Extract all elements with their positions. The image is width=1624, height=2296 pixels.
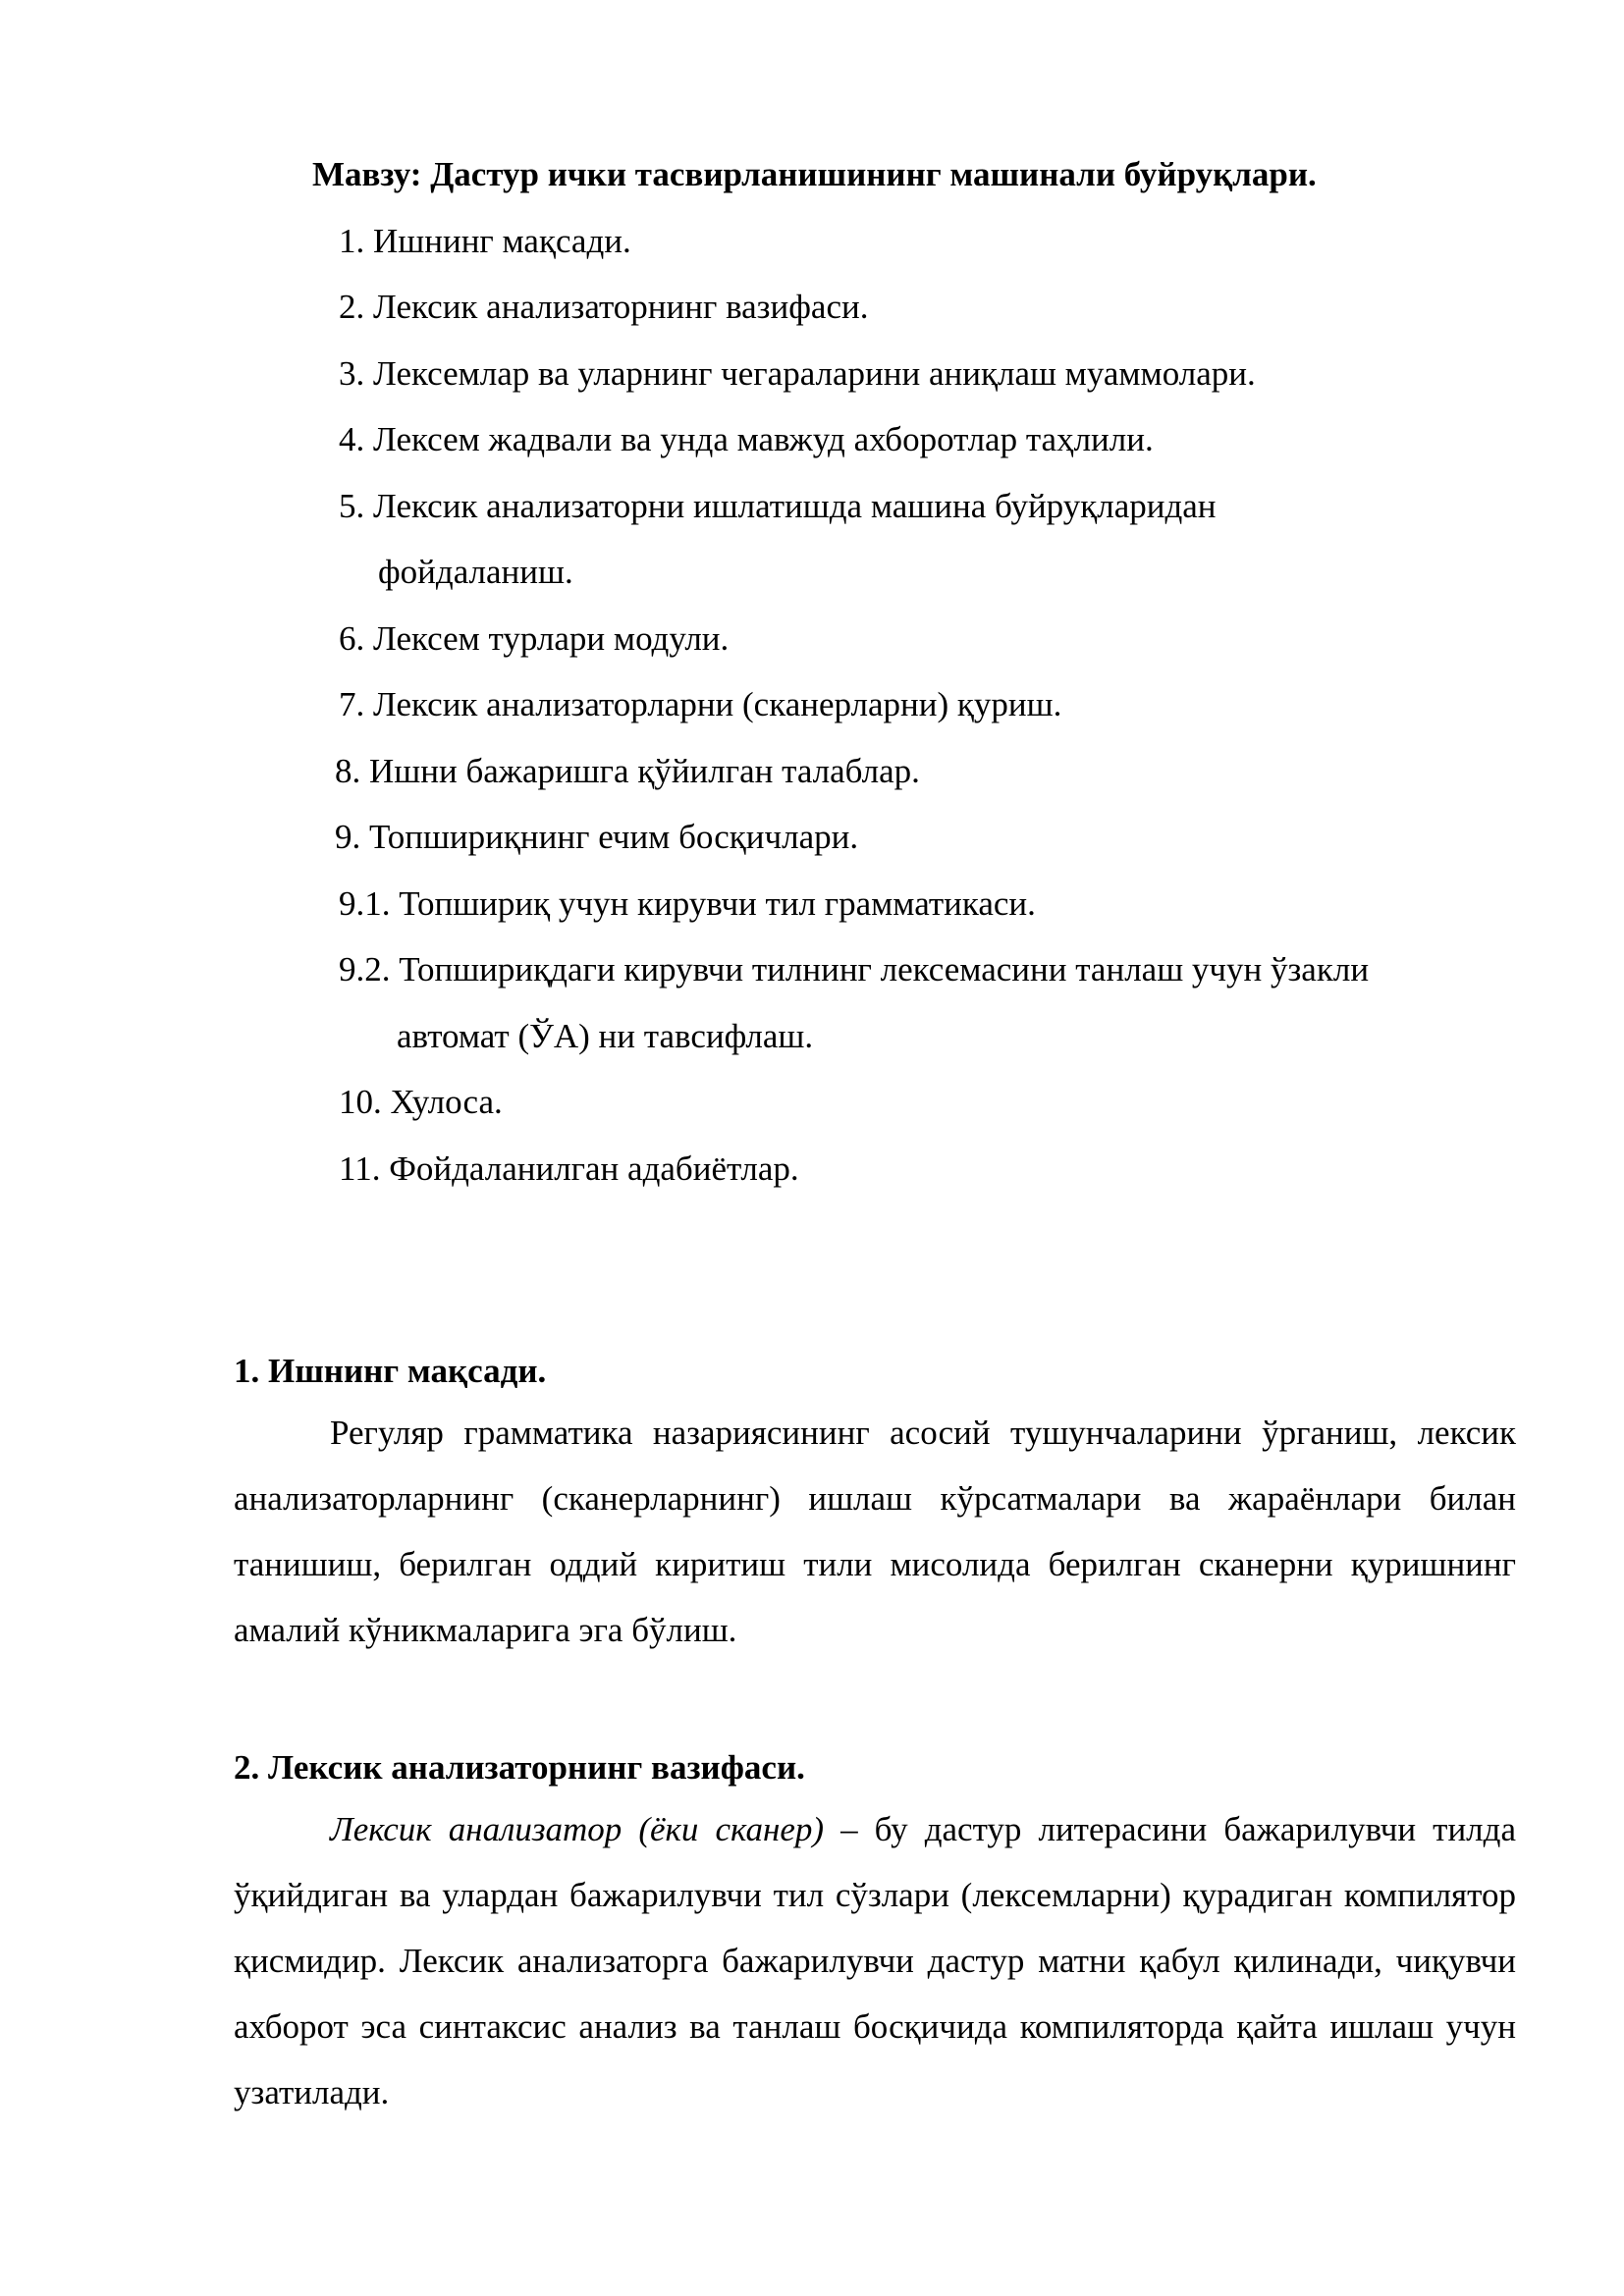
toc-item: 9.2. Топшириқдаги кирувчи тилнинг лексемасини танлаш учун ўзакли bbox=[339, 950, 1370, 988]
toc-item: 7. Лексик анализаторларни (сканерларни) қуриш. bbox=[339, 685, 1062, 723]
toc-item: 5. Лексик анализаторни ишлатишда машина буйруқларидан bbox=[339, 487, 1217, 525]
toc-item: 1. Ишнинг мақсади. bbox=[339, 222, 631, 260]
toc-item-continuation: фойдаланиш. bbox=[378, 553, 573, 591]
section-paragraph: Регуляр грамматика назариясининг асосий тушунчаларини ўрганиш, лексик анализаторларнинг (сканерларнинг) ишлаш кўрсатмалари ва жараёнлари билан танишиш, берилган оддий киритиш тили мисолида берилган сканерни қуришнинг амалий кўникмаларига эга бўлиш. bbox=[234, 1414, 1516, 1649]
toc-item: 4. Лексем жадвали ва унда мавжуд ахборотлар таҳлили. bbox=[339, 420, 1154, 458]
toc-item: 9.1. Топшириқ учун кирувчи тил грамматикаси. bbox=[339, 884, 1036, 923]
toc-item: 3. Лексемлар ва уларнинг чегараларини аниқлаш муаммолари. bbox=[339, 354, 1256, 393]
toc-item: 10. Хулоса. bbox=[339, 1083, 503, 1121]
section-heading: 1. Ишнинг мақсади. bbox=[234, 1352, 547, 1390]
definition-text: – бу дастур литерасини бажарилувчи тилда ўқийдиган ва улардан бажарилувчи тил сўзлари (лексемларни) қурадиган компилятор қисмидир. Лексик анализаторга бажарилувчи дастур матни қабул қилинади, чиқувчи ахборот эса синтаксис анализ ва танлаш босқичида компиляторда қайта ишлаш учун узатилади. bbox=[234, 1810, 1516, 2111]
section-heading: 2. Лексик анализаторнинг вазифаси. bbox=[234, 1748, 805, 1787]
toc-item: 9. Топшириқнинг ечим босқичлари. bbox=[335, 818, 859, 856]
page-title: Мавзу: Дастур ички тасвирланишининг машинали буйруқлари. bbox=[312, 155, 1317, 193]
toc-item-continuation: автомат (ЎА) ни тавсифлаш. bbox=[397, 1017, 814, 1055]
term-definition: Лексик анализатор (ёки сканер) bbox=[330, 1810, 825, 1848]
toc-item: 6. Лексем турлари модули. bbox=[339, 619, 730, 658]
toc-item: 2. Лексик анализаторнинг вазифаси. bbox=[339, 288, 869, 326]
section-paragraph bbox=[234, 1796, 1516, 2125]
toc-item: 11. Фойдаланилган адабиётлар. bbox=[339, 1149, 799, 1188]
toc-item: 8. Ишни бажаришга қўйилган талаблар. bbox=[335, 752, 920, 790]
